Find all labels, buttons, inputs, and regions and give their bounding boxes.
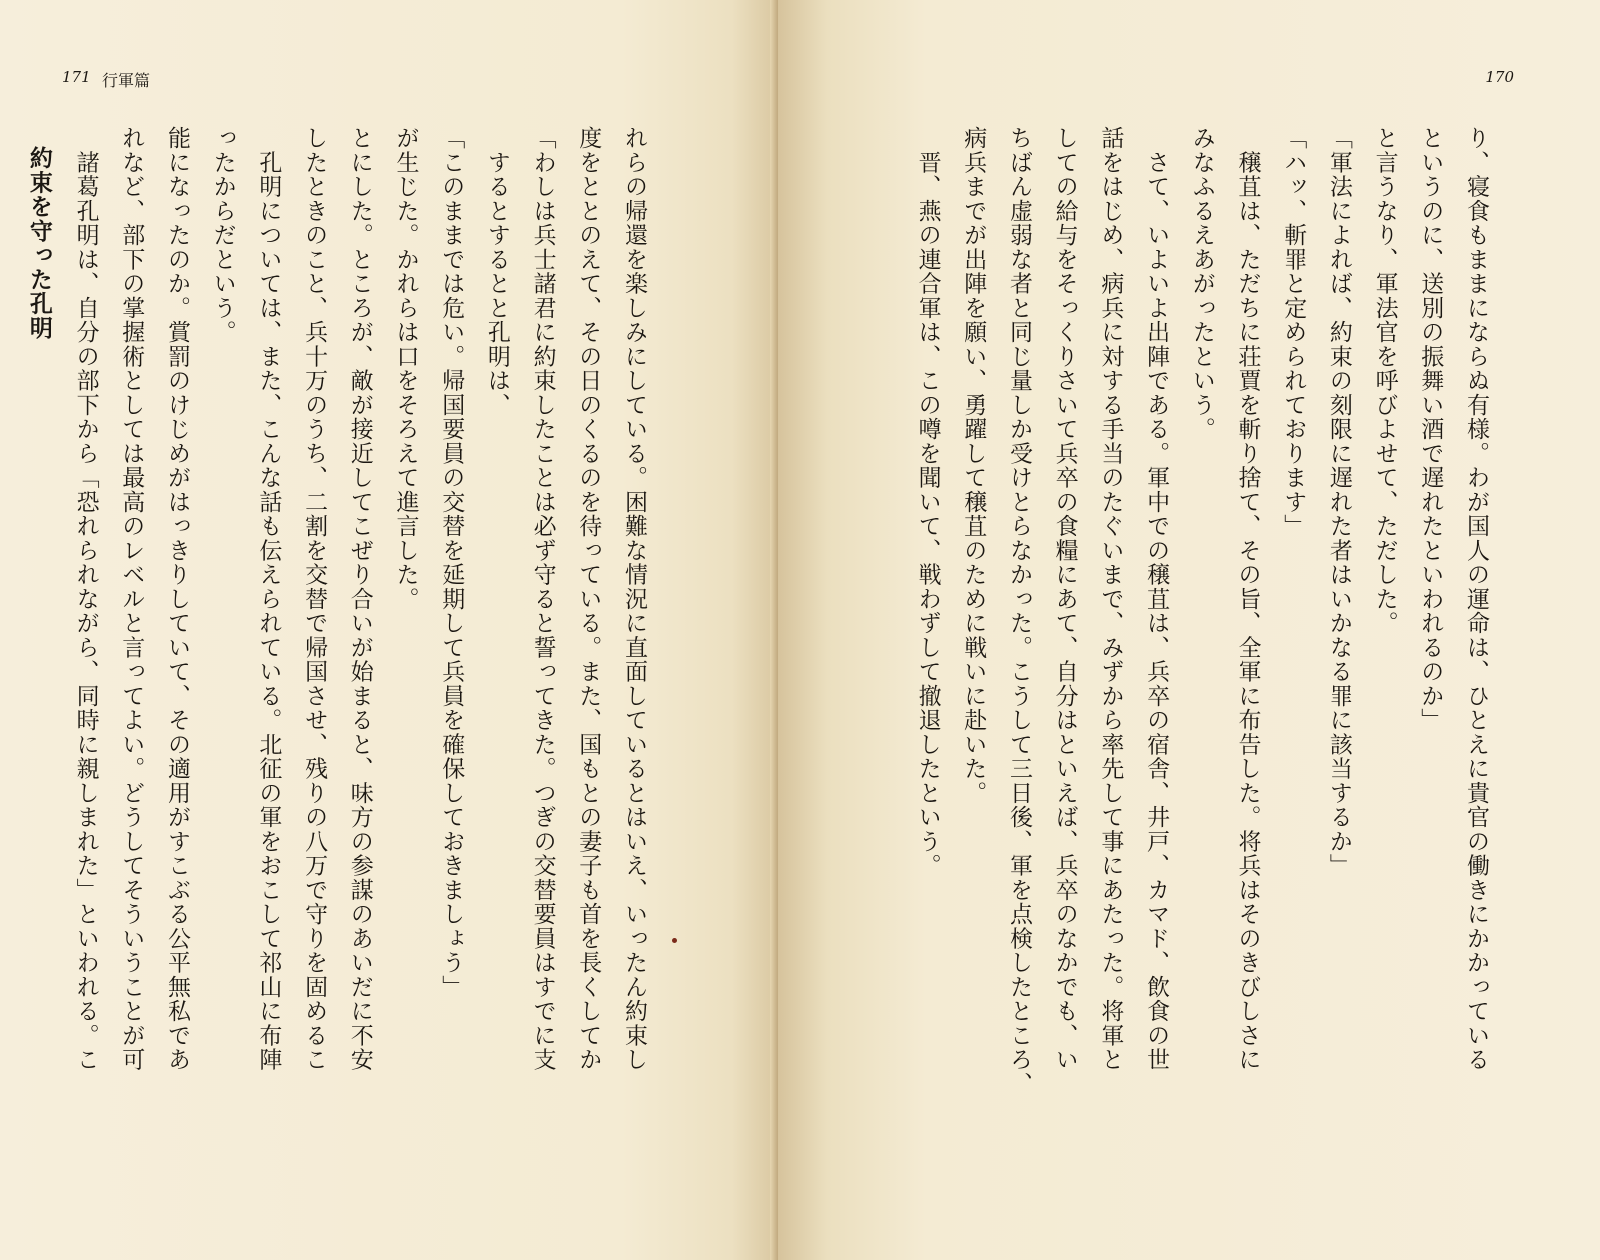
text-line: 「ハッ、斬罪と定められております」 <box>1280 126 1307 539</box>
text-line: みなふるえあがったという。 <box>1188 126 1215 442</box>
text-line: と言うなり、軍法官を呼びよせて、ただした。 <box>1371 126 1398 636</box>
text-line: さて、いよいよ出陣である。軍中での穣苴は、兵卒の宿舎、井戸、カマド、飲食の世 <box>1143 126 1170 1072</box>
text-line: というのに、送別の振舞い酒で遅れたといわれるのか」 <box>1417 126 1444 733</box>
text-line: 「軍法によれば、約束の刻限に遅れた者はいかなる罪に該当するか」 <box>1325 126 1352 878</box>
text-line: 話をはじめ、病兵に対する手当のたぐいまで、みずから率先して事にあたった。将軍と <box>1097 126 1124 1072</box>
text-line: するとするとと孔明は、 <box>483 126 510 417</box>
text-line: が生じた。かれらは口をそろえて進言した。 <box>392 126 419 611</box>
left-page-text <box>25 126 656 1126</box>
text-line: れらの帰還を楽しみにしている。困難な情況に直面しているとはいえ、いったん約束し <box>621 126 647 1072</box>
text-line: 度をととのえて、その日のくるのを待っている。また、国もとの妻子も首を長くしてか <box>575 126 602 1072</box>
left-page-number: 171 <box>62 68 91 86</box>
text-line: り、寝食もままにならぬ有様。わが国人の運命は、ひとえに貴官の働きにかかっている <box>1463 126 1489 1072</box>
text-line: しての給与をそっくりさいて兵卒の食糧にあて、自分はといえば、兵卒のなかでも、い <box>1051 126 1078 1072</box>
section-heading: 約束を守った孔明 <box>25 146 53 340</box>
text-line: したときのこと、兵十万のうち、二割を交替で帰国させ、残りの八万で守りを固めるこ <box>301 126 328 1072</box>
text-line: れなど、部下の掌握術としては最高のレベルと言ってよい。どうしてそういうことが可 <box>118 126 145 1072</box>
text-line: ったからだという。 <box>209 126 236 345</box>
text-line: 孔明については、また、こんな話も伝えられている。北征の軍をおこして祁山に布陣 <box>255 126 282 1072</box>
ink-spot <box>672 938 677 943</box>
text-line: 能になったのか。賞罰のけじめがはっきりしていて、その適用がすこぶる公平無私であ <box>163 126 190 1072</box>
left-page <box>0 0 778 1260</box>
running-title: 行軍篇 <box>102 71 151 90</box>
right-page-text <box>914 126 1498 1126</box>
text-line: 諸葛孔明は、自分の部下から「恐れられながら、同時に親しまれた」といわれる。こ <box>72 126 99 1072</box>
text-line: とにした。ところが、敵が接近してこぜり合いが始まると、味方の参謀のあいだに不安 <box>346 126 373 1072</box>
text-line: 晋、燕の連合軍は、この噂を聞いて、戦わずして撤退したという。 <box>914 126 941 878</box>
right-page-number: 170 <box>1485 68 1514 86</box>
text-line: 穣苴は、ただちに荘賈を斬り捨て、その旨、全軍に布告した。将兵はそのきびしさに <box>1234 126 1261 1072</box>
text-line: 病兵までが出陣を願い、勇躍して穣苴のために戦いに赴いた。 <box>960 126 987 805</box>
text-line: ちばん虚弱な者と同じ量しか受けとらなかった。こうして三日後、軍を点検したところ、 <box>1005 126 1032 1096</box>
text-line: 「わしは兵士諸君に約束したことは必ず守ると誓ってきた。つぎの交替要員はすでに支 <box>529 126 556 1072</box>
text-line: 「このままでは危い。帰国要員の交替を延期して兵員を確保しておきましょう」 <box>438 126 465 999</box>
